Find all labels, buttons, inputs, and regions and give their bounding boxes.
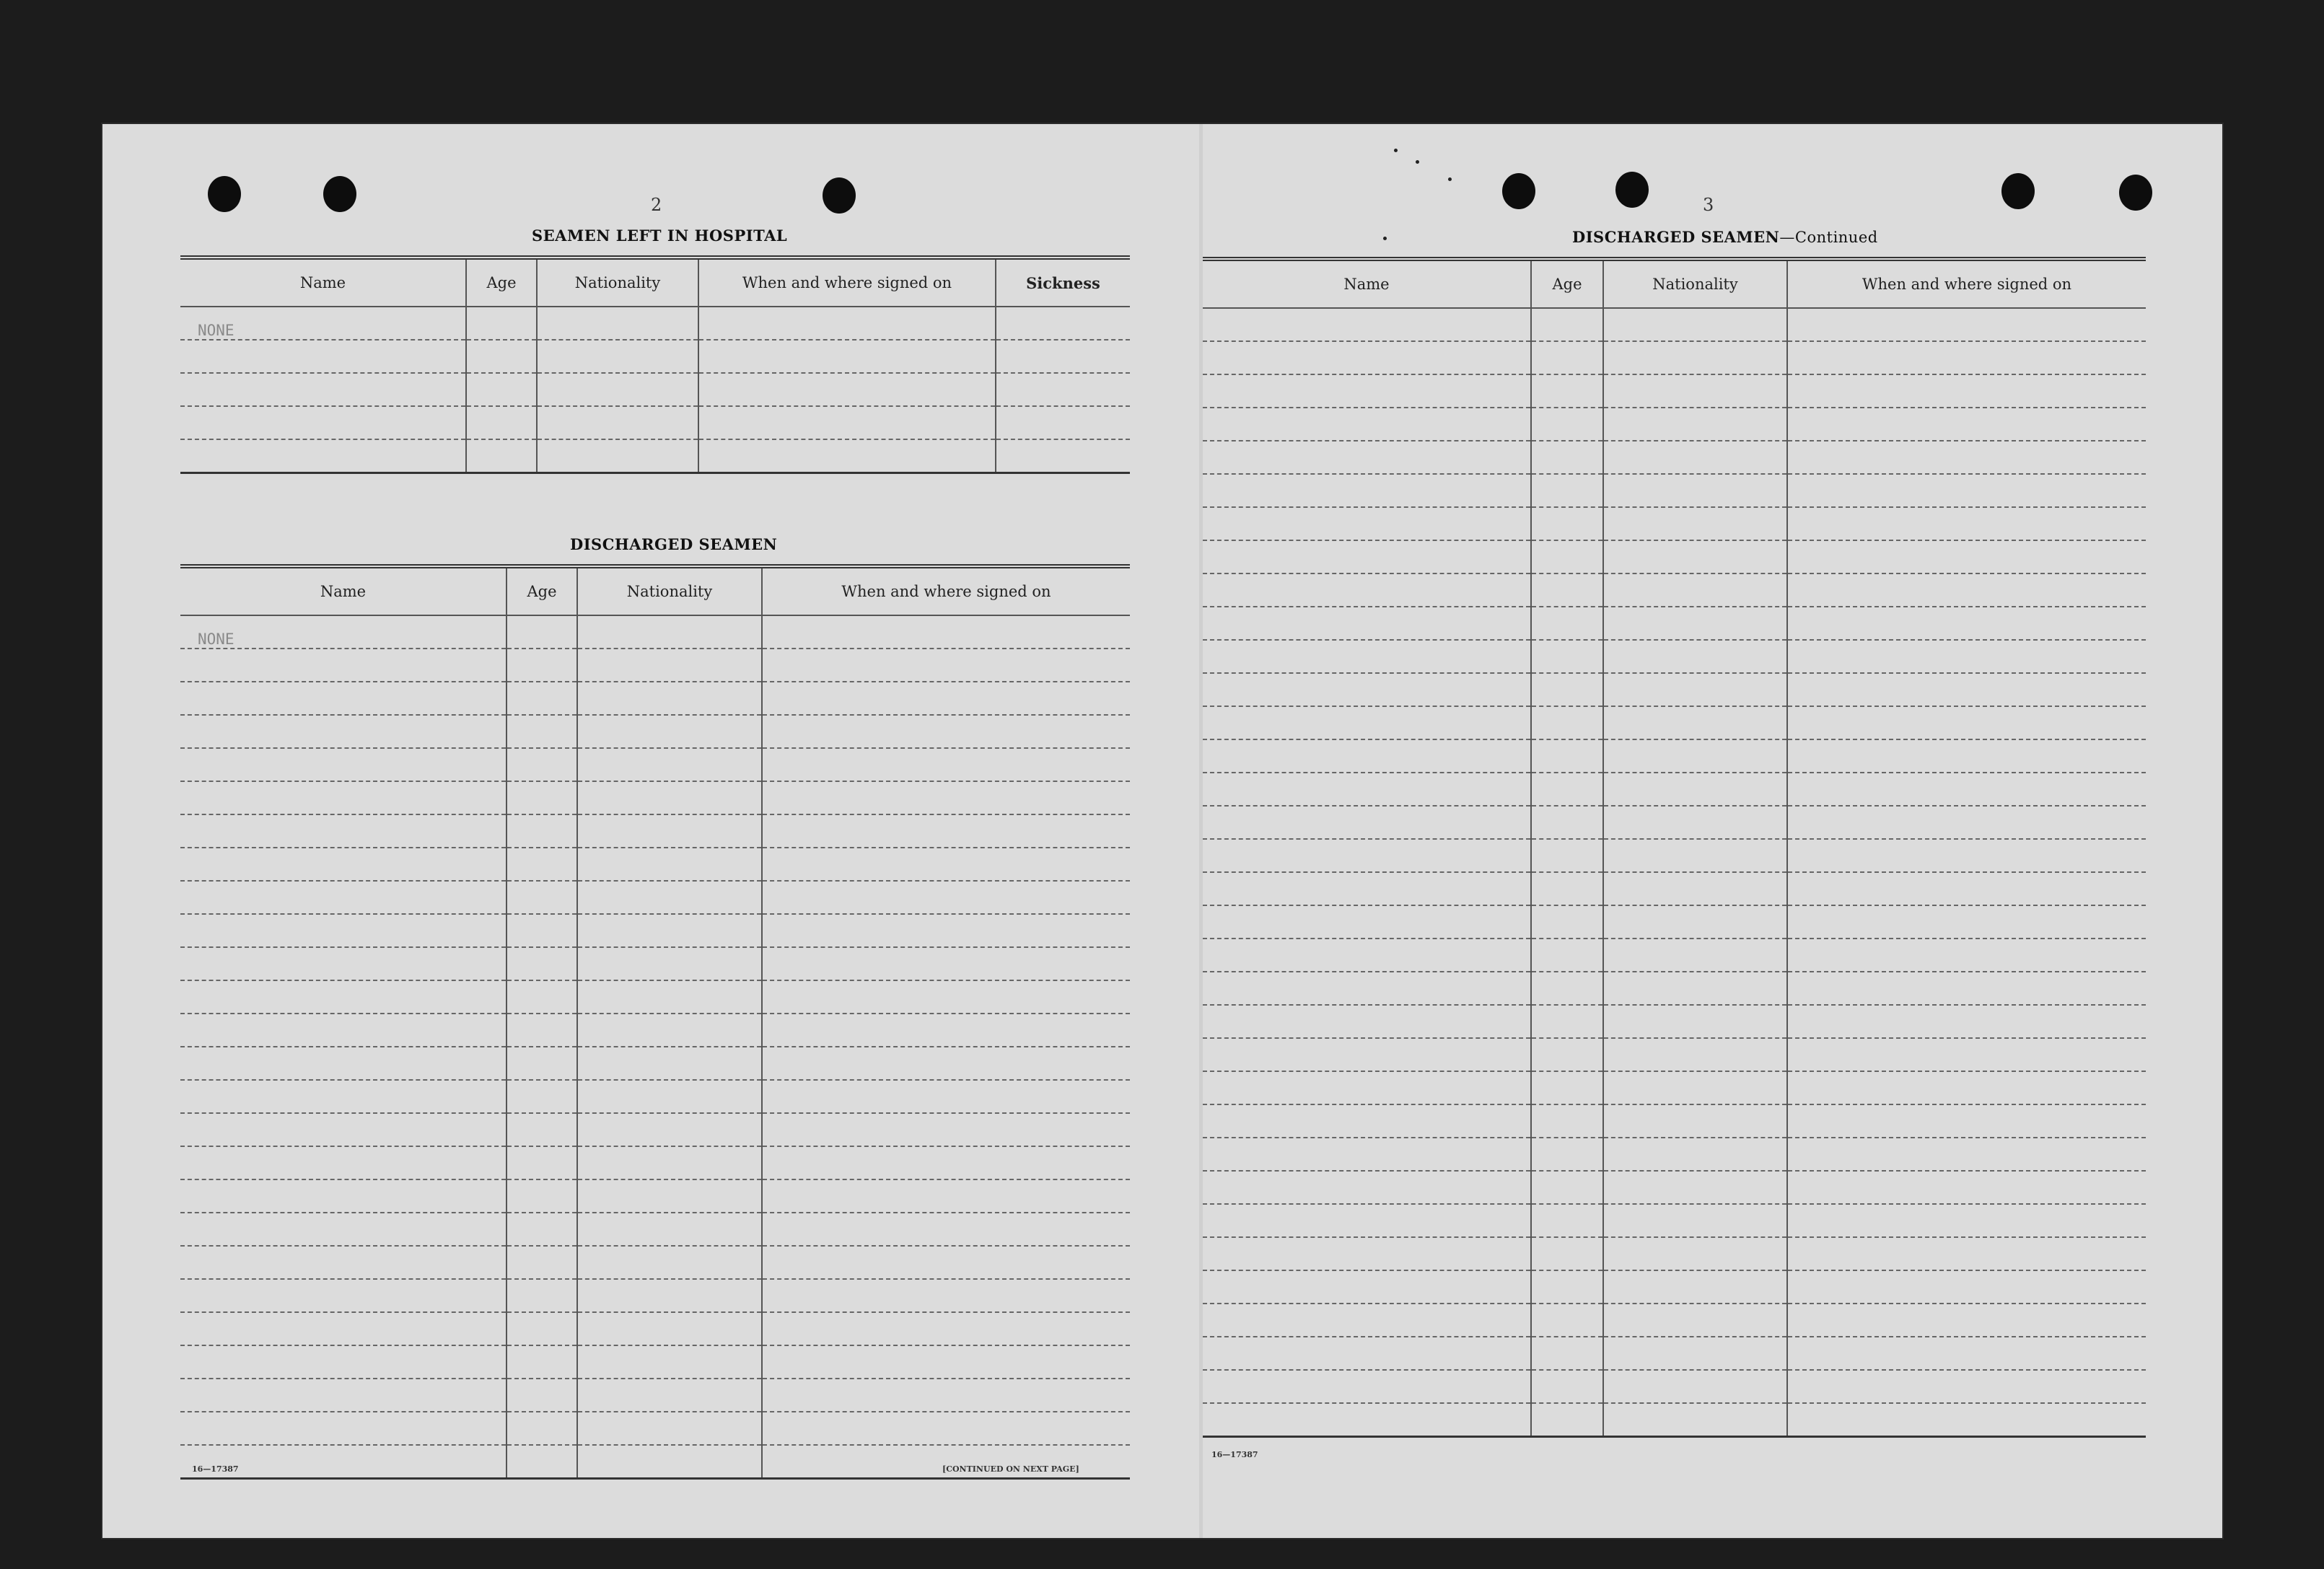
punch-hole (823, 177, 856, 214)
table-row (1203, 1104, 2146, 1138)
punch-hole (1502, 173, 1535, 209)
table-row (1203, 1038, 2146, 1071)
table-row (180, 914, 1130, 947)
table-row (180, 715, 1130, 748)
hospital-table (180, 255, 1130, 474)
table-row (1203, 374, 2146, 408)
title-main: DISCHARGED SEAMEN (1572, 228, 1780, 246)
punch-hole (323, 176, 356, 212)
table-row (1203, 607, 2146, 640)
table-header-row (1203, 259, 2146, 308)
table-row (180, 373, 1130, 406)
punch-hole (208, 176, 241, 212)
table-row (1203, 474, 2146, 507)
table-row (180, 1345, 1130, 1379)
column-header-signed-on: When and where signed on (698, 258, 996, 307)
column-header-age: Age (507, 566, 577, 615)
table-row (1203, 1370, 2146, 1403)
table-row (1203, 1005, 2146, 1038)
continued-note: [CONTINUED ON NEXT PAGE] (942, 1464, 1079, 1474)
table-row (1203, 806, 2146, 839)
table-header-row (180, 258, 1130, 307)
table-row (180, 1312, 1130, 1345)
table-row (1203, 640, 2146, 673)
column-header-signed-on: When and where signed on (1787, 259, 2146, 308)
table-row (180, 439, 1130, 473)
ink-speck (1416, 160, 1419, 164)
table-row (180, 649, 1130, 682)
table-row (180, 615, 1130, 649)
table-row (180, 1246, 1130, 1279)
table-row (1203, 673, 2146, 706)
table-row (180, 682, 1130, 715)
table-row (180, 1412, 1130, 1445)
form-sheet (102, 124, 2222, 1538)
page-number: 2 (651, 195, 662, 215)
entry-name: NONE (180, 615, 507, 649)
table-row (180, 1080, 1130, 1113)
right-page (1203, 124, 2222, 1538)
table-row (1203, 341, 2146, 374)
table-row (1203, 872, 2146, 905)
table-row (180, 1146, 1130, 1179)
discharged-section-title: DISCHARGED SEAMEN (570, 535, 778, 553)
page-number: 3 (1703, 195, 1714, 215)
punch-hole (2119, 175, 2152, 211)
entry-name: NONE (180, 307, 466, 340)
table-row (1203, 939, 2146, 972)
table-row (180, 980, 1130, 1014)
table-row (1203, 1171, 2146, 1204)
column-header-sickness: Sickness (996, 258, 1130, 307)
table-row (180, 1179, 1130, 1213)
table-row (1203, 905, 2146, 939)
table-row (180, 406, 1130, 439)
table-row (180, 307, 1130, 340)
column-header-age: Age (1531, 259, 1603, 308)
table-row (1203, 1337, 2146, 1370)
table-row (1203, 408, 2146, 441)
table-row (1203, 706, 2146, 739)
table-row (180, 781, 1130, 814)
table-row (1203, 839, 2146, 872)
form-number: 16—17387 (192, 1464, 239, 1474)
ink-speck (1448, 177, 1452, 181)
punch-hole (1615, 172, 1649, 208)
discharged-continued-table (1203, 257, 2146, 1438)
table-row (1203, 773, 2146, 806)
table-row (180, 848, 1130, 881)
table-row (1203, 1403, 2146, 1437)
table-row (1203, 739, 2146, 773)
column-header-name: Name (180, 258, 466, 307)
discharged-continued-title (1572, 228, 1878, 246)
column-header-age: Age (466, 258, 537, 307)
table-row (180, 1113, 1130, 1146)
table-row (180, 1279, 1130, 1312)
table-row (1203, 308, 2146, 341)
table-row (180, 814, 1130, 848)
column-header-signed-on: When and where signed on (762, 566, 1130, 615)
form-number: 16—17387 (1211, 1450, 1258, 1459)
column-header-name: Name (1203, 259, 1531, 308)
table-row (180, 1014, 1130, 1047)
ink-speck (1394, 149, 1398, 152)
table-row (180, 881, 1130, 914)
table-row (180, 1213, 1130, 1246)
table-row (180, 340, 1130, 373)
table-row (1203, 1304, 2146, 1337)
hospital-section-title: SEAMEN LEFT IN HOSPITAL (532, 227, 788, 245)
column-header-name: Name (180, 566, 507, 615)
table-row (1203, 972, 2146, 1005)
table-row (1203, 1204, 2146, 1237)
table-row (1203, 441, 2146, 474)
table-row (1203, 1071, 2146, 1104)
punch-hole (2001, 173, 2035, 209)
table-row (180, 748, 1130, 781)
table-row (1203, 1237, 2146, 1270)
left-page (102, 124, 1199, 1538)
ink-speck (1383, 237, 1387, 240)
table-row (180, 947, 1130, 980)
table-row (1203, 507, 2146, 540)
table-row (1203, 1138, 2146, 1171)
table-row (1203, 573, 2146, 607)
title-continued: —Continued (1779, 229, 1878, 246)
column-header-nationality: Nationality (1603, 259, 1787, 308)
column-header-nationality: Nationality (577, 566, 762, 615)
table-row (1203, 1270, 2146, 1304)
table-row (1203, 540, 2146, 573)
column-header-nationality: Nationality (537, 258, 698, 307)
table-row (180, 1047, 1130, 1080)
discharged-table (180, 564, 1130, 1480)
table-row (180, 1379, 1130, 1412)
table-header-row (180, 566, 1130, 615)
